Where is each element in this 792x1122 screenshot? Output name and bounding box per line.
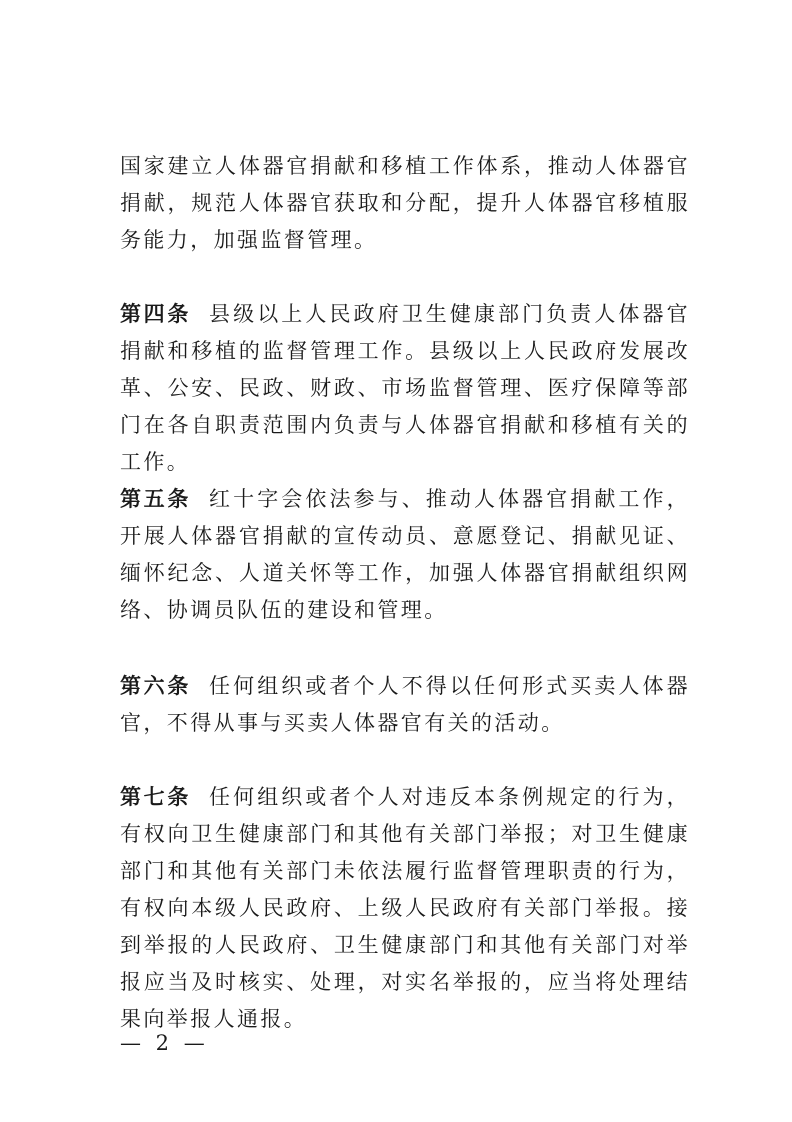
article-number: 第六条 [120,674,192,698]
article-7-paragraph [120,779,690,1038]
paragraph-text: 任何组织或者个人不得以任何形式买卖人体器官，不得从事与买卖人体器官有关的活动。 [120,674,690,735]
article-number: 第五条 [120,487,192,511]
paragraph-continuation [120,148,690,259]
article-4-paragraph [120,296,690,481]
paragraph-text: 国家建立人体器官捐献和移植工作体系，推动人体器官捐献，规范人体器官获取和分配，提升人体器官移植服务能力，加强监督管理。 [120,154,690,252]
paragraph-text: 红十字会依法参与、推动人体器官捐献工作，开展人体器官捐献的宣传动员、意愿登记、捐献见证、缅怀纪念、人道关怀等工作，加强人体器官捐献组织网络、协调员队伍的建设和管理。 [120,487,690,622]
article-6-paragraph [120,668,690,742]
article-number: 第七条 [120,785,192,809]
paragraph-text: 任何组织或者个人对违反本条例规定的行为，有权向卫生健康部门和其他有关部门举报；对卫生健康部门和其他有关部门未依法履行监督管理职责的行为，有权向本级人民政府、上级人民政府有关部门举报。接到举报的人民政府、卫生健康部门和其他有关部门对举报应当及时核实、处理，对实名举报的，应当将处理结果向举报人通报。 [120,785,690,1031]
page-number: — 2 — [120,1031,209,1055]
paragraph-text: 县级以上人民政府卫生健康部门负责人体器官捐献和移植的监督管理工作。县级以上人民政府发展改革、公安、民政、财政、市场监督管理、医疗保障等部门在各自职责范围内负责与人体器官捐献和移植有关的工作。 [120,302,690,474]
article-5-paragraph [120,481,690,629]
article-number: 第四条 [120,302,192,326]
